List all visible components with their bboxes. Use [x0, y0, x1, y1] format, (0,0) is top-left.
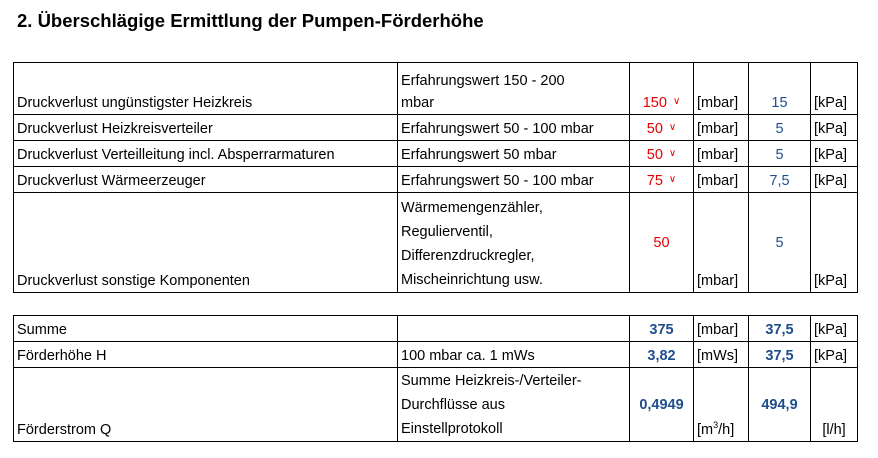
mbar-input[interactable]: 50	[630, 193, 694, 293]
unit-lh: [l/h]	[811, 368, 858, 442]
unit-kpa: [kPa]	[811, 63, 858, 115]
hoehe-note: 100 mbar ca. 1 mWs	[398, 342, 630, 368]
row-label: Druckverlust sonstige Komponenten	[14, 193, 398, 293]
strom-lh: 494,9	[749, 368, 811, 442]
table-row	[14, 368, 858, 442]
kpa-value: 5	[749, 115, 811, 141]
kpa-value: 5	[749, 193, 811, 293]
unit-kpa: [kPa]	[811, 342, 858, 368]
mbar-dropdown[interactable]	[630, 167, 694, 193]
hoehe-kpa: 37,5	[749, 342, 811, 368]
strom-m3h: 0,4949	[630, 368, 694, 442]
mbar-value: 50	[646, 121, 663, 137]
summe-kpa: 37,5	[749, 316, 811, 342]
unit-kpa: [kPa]	[811, 193, 858, 293]
note-line: Differenzdruckregler,	[401, 248, 535, 264]
mbar-value: 75	[646, 173, 663, 189]
unit-mbar: [mbar]	[694, 115, 749, 141]
note-line: mbar	[401, 95, 435, 111]
note-line: Durchflüsse aus	[401, 397, 505, 413]
note-line: Erfahrungswert 150 - 200	[401, 73, 565, 89]
strom-label: Förderstrom Q	[14, 368, 398, 442]
summe-mbar: 375	[630, 316, 694, 342]
table-row	[14, 141, 858, 167]
unit-kpa: [kPa]	[811, 141, 858, 167]
strom-note	[398, 368, 630, 442]
row-note: Erfahrungswert 50 - 100 mbar	[398, 167, 630, 193]
unit-kpa: [kPa]	[811, 115, 858, 141]
table-row	[14, 193, 858, 293]
row-note	[398, 63, 630, 115]
table-row	[14, 63, 858, 115]
kpa-value: 15	[749, 63, 811, 115]
table-row	[14, 115, 858, 141]
note-line: Summe Heizkreis-/Verteiler-	[401, 373, 582, 389]
chevron-down-icon: ∨	[668, 148, 677, 159]
row-note: Erfahrungswert 50 - 100 mbar	[398, 115, 630, 141]
unit-mbar: [mbar]	[694, 141, 749, 167]
unit-kpa: [kPa]	[811, 316, 858, 342]
note-line: Einstellprotokoll	[401, 421, 503, 437]
note-line: Mischeinrichtung usw.	[401, 272, 543, 288]
kpa-value: 5	[749, 141, 811, 167]
unit-mbar: [mbar]	[694, 167, 749, 193]
hoehe-mws: 3,82	[630, 342, 694, 368]
mbar-dropdown[interactable]	[630, 63, 694, 115]
row-label: Druckverlust Wärmeerzeuger	[14, 167, 398, 193]
table-row	[14, 316, 858, 342]
mbar-dropdown[interactable]	[630, 141, 694, 167]
note-line: Wärmemengenzähler,	[401, 200, 543, 216]
summe-label: Summe	[14, 316, 398, 342]
unit-mbar: [mbar]	[694, 193, 749, 293]
unit-mbar: [mbar]	[694, 63, 749, 115]
kpa-value: 7,5	[749, 167, 811, 193]
unit-mws: [mWs]	[694, 342, 749, 368]
chevron-down-icon: ∨	[672, 96, 681, 107]
chevron-down-icon: ∨	[668, 122, 677, 133]
empty-cell	[398, 316, 630, 342]
mbar-dropdown[interactable]	[630, 115, 694, 141]
pressure-loss-table	[13, 62, 858, 293]
unit-mbar: [mbar]	[694, 316, 749, 342]
hoehe-label: Förderhöhe H	[14, 342, 398, 368]
unit-m3h: $[m^3/h]$	[694, 368, 749, 442]
row-note	[398, 193, 630, 293]
row-label: Druckverlust Heizkreisverteiler	[14, 115, 398, 141]
mbar-value: 50	[646, 147, 663, 163]
row-label: Druckverlust ungünstigster Heizkreis	[14, 63, 398, 115]
page-title: 2. Überschlägige Ermittlung der Pumpen-Förderhöhe	[17, 10, 484, 31]
chevron-down-icon: ∨	[668, 174, 677, 185]
table-row	[14, 167, 858, 193]
note-line: Regulierventil,	[401, 224, 493, 240]
table-row	[14, 342, 858, 368]
row-label: Druckverlust Verteilleitung incl. Absperrarmaturen	[14, 141, 398, 167]
row-note: Erfahrungswert 50 mbar	[398, 141, 630, 167]
mbar-value: 150	[642, 95, 667, 111]
summary-table	[13, 315, 858, 442]
unit-kpa: [kPa]	[811, 167, 858, 193]
